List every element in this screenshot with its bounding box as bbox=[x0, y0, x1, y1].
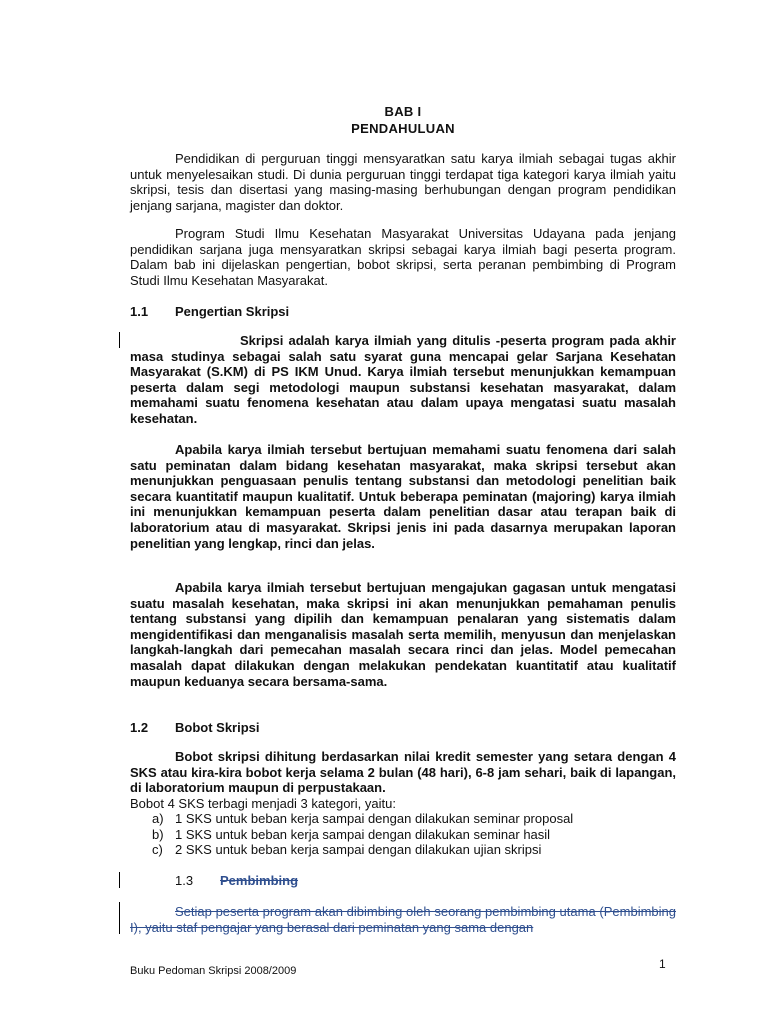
section-number: 1.2 bbox=[130, 720, 149, 735]
intro-paragraph-1: Pendidikan di perguruan tinggi mensyaratkan satu karya ilmiah sebagai tugas akhir untuk menyelesaikan studi. Di dunia perguruan tinggi terdapat tiga kategori karya ilmiah yaitu skripsi, tesis dan disertasi yang masing-masing berhubungan dengan program pendidikan jenjang sarjana, magister dan doktor. bbox=[130, 151, 676, 213]
chapter-number: BAB I bbox=[384, 104, 422, 119]
section-1-2-paragraph-1: Bobot skripsi dihitung berdasarkan nilai kredit semester yang setara dengan 4 SKS atau kira-kira bobot kerja selama 2 bulan (48 hari), 6-8 jam sehari, baik di lapangan, di laboratorium maupun di perpustakaan. bbox=[130, 749, 676, 796]
section-number: 1.3 bbox=[175, 873, 194, 888]
list-item: a) 1 SKS untuk beban kerja sampai dengan dilakukan seminar proposal bbox=[152, 811, 574, 826]
section-1-2-heading bbox=[130, 720, 260, 735]
footer-text: Buku Pedoman Skripsi 2008/2009 bbox=[130, 965, 297, 977]
page-number: 1 bbox=[659, 957, 666, 971]
section-1-1-paragraph-2: Apabila karya ilmiah tersebut bertujuan memahami suatu fenomena dari salah satu peminatan dalam bidang kesehatan masyarakat, maka skripsi tersebut akan menunjukkan penguasaan penulis tentang substansi dan metodologi penelitian baik secara kuantitatif maupun kualitatif. Untuk beberapa peminatan (majoring) karya ilmiah ini menunjukkan kemampuan peserta dalam penelitian dasar atau terapan baik di laboratorium atau di masyarakat. Skripsi jenis ini pada dasarnya merupakan laporan penelitian yang lengkap, rinci dan jelas. bbox=[130, 442, 676, 551]
intro-paragraph-2: Program Studi Ilmu Kesehatan Masyarakat Universitas Udayana pada jenjang pendidikan sarjana juga mensyaratkan skripsi sebagai karya ilmiah bagi peserta program. Dalam bab ini dijelaskan pengertian, bobot skripsi, serta peranan pembimbing di Program Studi Ilmu Kesehatan Masyarakat. bbox=[130, 226, 676, 288]
section-1-3-heading bbox=[175, 873, 298, 888]
revision-marker bbox=[119, 332, 120, 348]
section-1-1-paragraph-3: Apabila karya ilmiah tersebut bertujuan mengajukan gagasan untuk mengatasi suatu masalah kesehatan, maka skripsi ini akan menunjukkan pemahaman penulis tentang substansi yang dipilih dan kemampuan penalaran yang sistematis dalam mengidentifikasi dan menganalisis masalah serta memilih, menyusun dan menjelaskan langkah-langkah dari pemecahan masalah secara rinci dan jelas. Model pemecahan masalah dapat dilakukan dengan melakukan pendekatan kuantitatif atau kualitatif maupun keduanya secara bersama-sama. bbox=[130, 580, 676, 689]
sks-category-list bbox=[152, 811, 672, 858]
section-title: Pembimbing bbox=[220, 873, 299, 888]
section-1-1-paragraph-1: Skripsi adalah karya ilmiah yang ditulis -peserta program pada akhir masa studinya sebagai salah satu syarat guna mencapai gelar Sarjana Kesehatan Masyarakat (S.KM) di PS IKM Unud. Karya ilmiah tersebut menunjukkan kemampuan peserta dalam segi metodologi maupun substansi kesehatan masyarakat, dalam memahami suatu fenomena kesehatan atau dalam upaya mengatasi suatu masalah kesehatan. bbox=[130, 333, 676, 426]
section-title: Bobot Skripsi bbox=[175, 720, 260, 735]
chapter-title: PENDAHULUAN bbox=[351, 121, 455, 136]
section-number: 1.1 bbox=[130, 304, 149, 319]
section-1-2-paragraph-2: Bobot 4 SKS terbagi menjadi 3 kategori, yaitu: bbox=[130, 796, 396, 811]
section-1-3-paragraph-1: Setiap peserta program akan dibimbing oleh seorang pembimbing utama (Pembimbing I), yaitu staf pengajar yang berasal dari peminatan yang sama dengan bbox=[130, 904, 676, 935]
section-1-1-heading bbox=[130, 304, 289, 319]
section-title: Pengertian Skripsi bbox=[175, 304, 290, 319]
revision-marker bbox=[119, 902, 120, 934]
list-item: c) 2 SKS untuk beban kerja sampai dengan dilakukan ujian skripsi bbox=[152, 842, 542, 857]
revision-marker bbox=[119, 872, 120, 888]
list-item: b) 1 SKS untuk beban kerja sampai dengan dilakukan seminar hasil bbox=[152, 826, 551, 842]
